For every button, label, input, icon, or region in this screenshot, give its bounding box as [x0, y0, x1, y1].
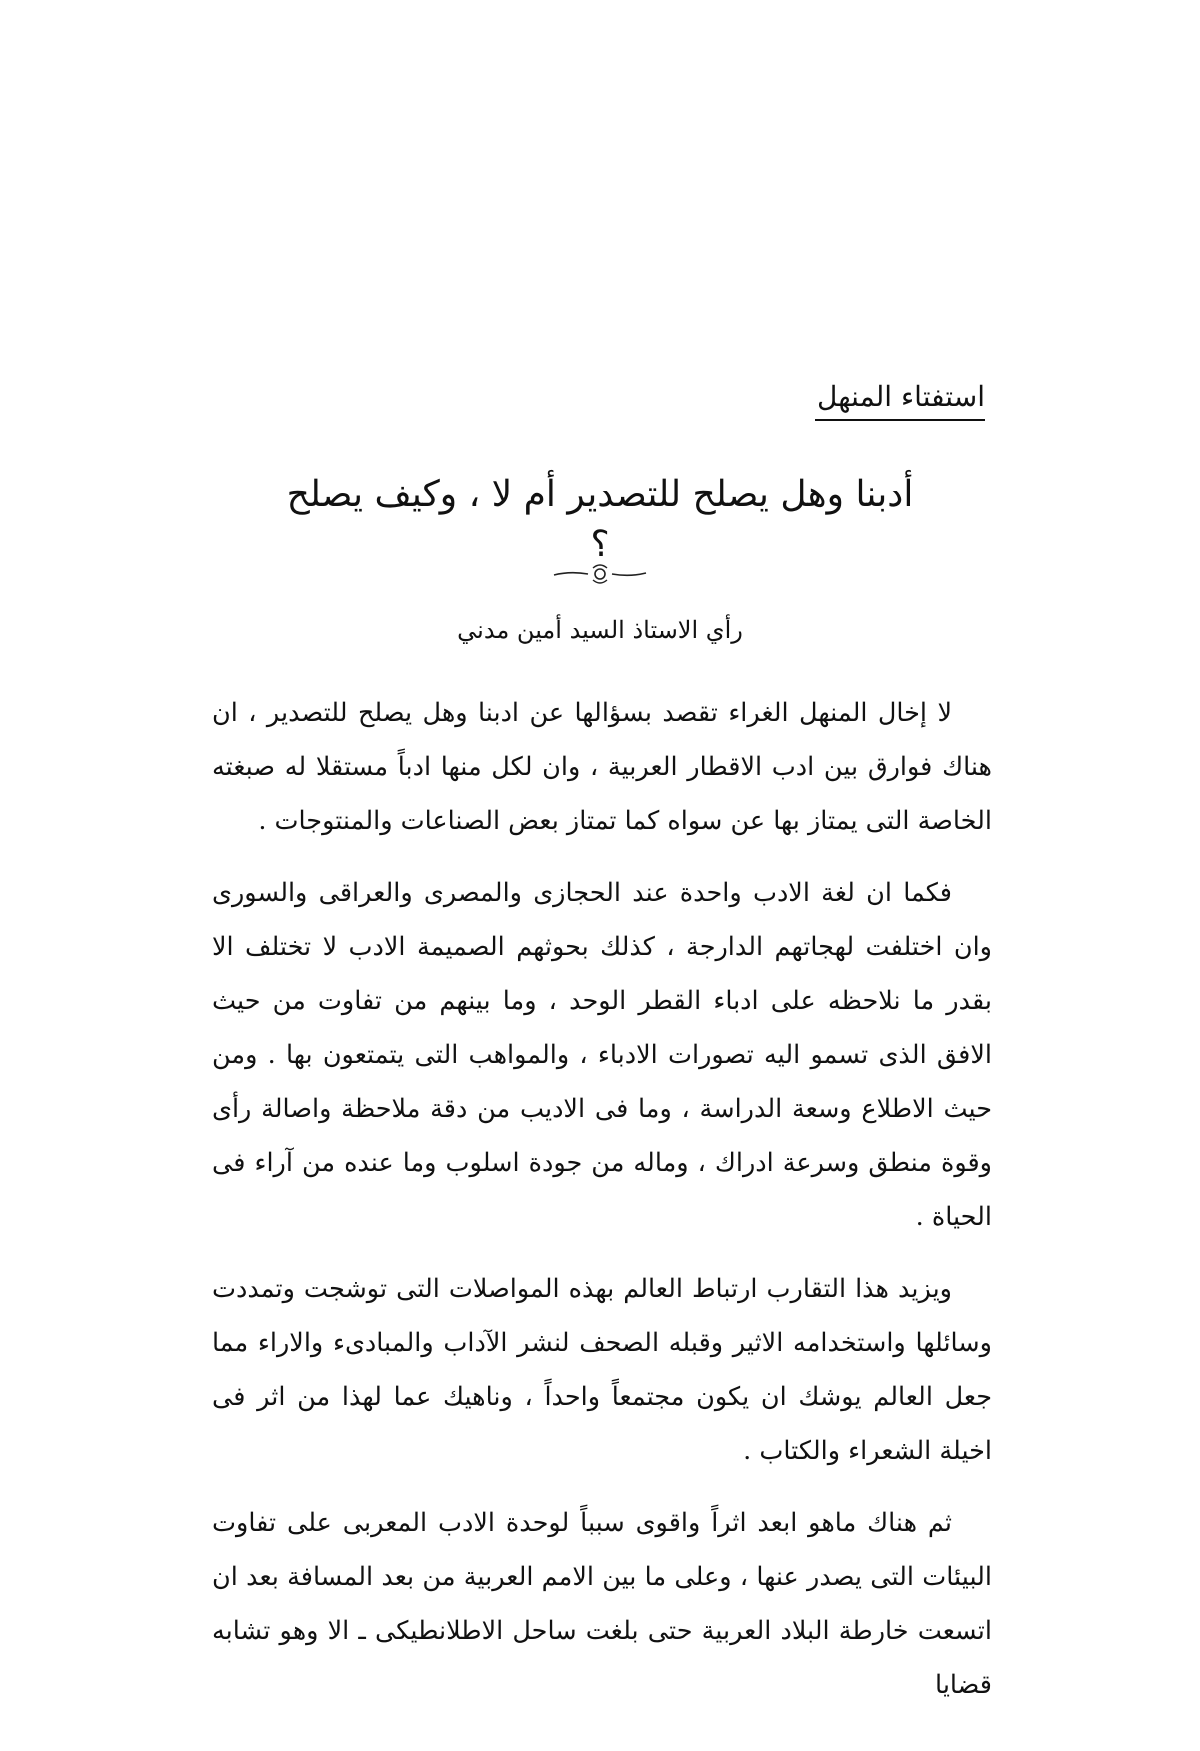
paragraph-4: ثم هناك ماهو ابعد اثراً واقوى سبباً لوحدة الادب المعربى على تفاوت البيئات التى يصدر عنها ، وعلى ما بين الامم العربية من بعد المسافة بعد ان اتسعت خارطة البلاد العربية حتى بلغت ساحل الاطلانطيكى ـ الا وهو تشابه قضايا [212, 1508, 992, 1700]
article-title: أدبنا وهل يصلح للتصدير أم لا ، وكيف يصلح ؟ [286, 474, 914, 565]
paragraph-1: لا إخال المنهل الغراء تقصد بسؤالها عن ادبنا وهل يصلح للتصدير ، ان هناك فوارق بين ادب الاقطار العربية ، وان لكل منها ادباً مستقلا له صبغته الخاصة التى يمتاز بها عن سواه كما تمتاز بعض الصناعات والمنتوجات . [212, 698, 992, 836]
running-head: استفتاء المنهل [815, 380, 985, 421]
paragraph-3: ويزيد هذا التقارب ارتباط العالم بهذه المواصلات التى توشجت وتمددت وسائلها واستخدامه الاثير وقبله الصحف لنشر الآداب والمبادىء والاراء مما جعل العالم يوشك ان يكون مجتمعاً واحداً ، وناهيك عما لهذا من اثر فى اخيلة الشعراء والكتاب . [212, 1274, 992, 1466]
article-body [212, 686, 992, 1712]
paragraph-2: فكما ان لغة الادب واحدة عند الحجازى والمصرى والعراقى والسورى وان اختلفت لهجاتهم الدارجة ، كذلك بحوثهم الصميمة الادب لا تختلف الا بقدر ما نلاحظه على ادباء القطر الوحد ، وما بينهم من تفاوت من حيث الافق الذى تسمو اليه تصورات الادباء ، والمواهب التى يتمتعون بها . ومن حيث الاطلاع وسعة الدراسة ، وما فى الاديب من دقة ملاحظة واصالة رأى وقوة منطق وسرعة ادراك ، وماله من جودة اسلوب وما عنده من آراء فى الحياة . [212, 878, 992, 1232]
article-byline: رأي الاستاذ السيد أمين مدني [457, 616, 743, 644]
ornament-divider-icon [550, 560, 650, 588]
